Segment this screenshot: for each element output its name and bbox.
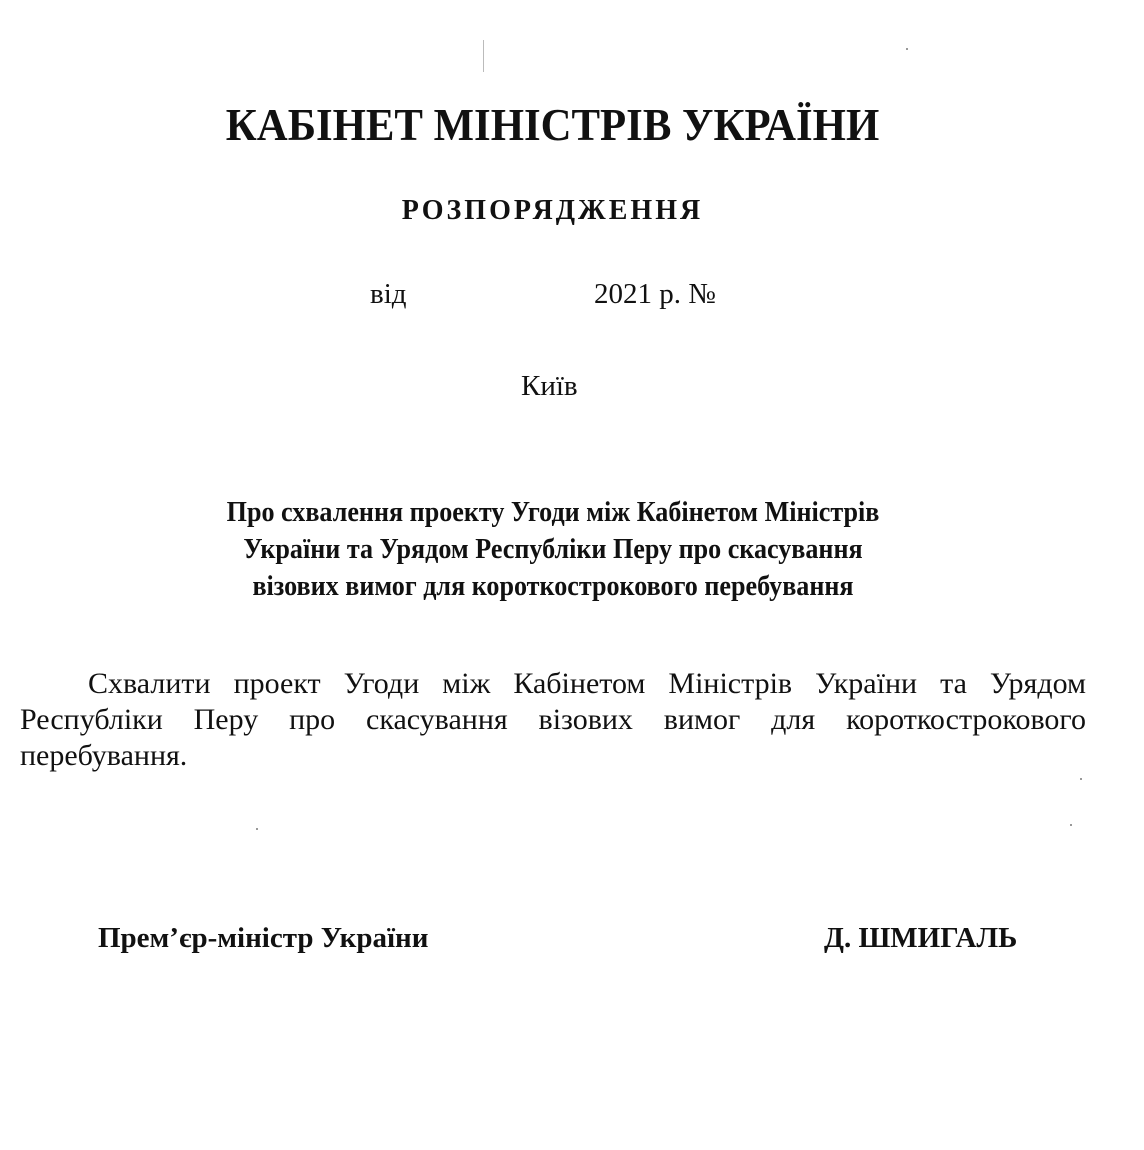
body-line: Схвалити проект Угоди між Кабінетом Міністрів України та Урядом [88, 667, 1086, 700]
scan-speck [1080, 778, 1082, 780]
signatory-name: Д. ШМИГАЛЬ [824, 922, 1018, 954]
document-type: РОЗПОРЯДЖЕННЯ [401, 195, 704, 226]
date-prefix: від [370, 278, 407, 310]
scan-speck [906, 48, 908, 50]
signatory-position: Прем’єр-міністр України [98, 922, 429, 954]
subject-line: візових вимог для короткострокового перебування [252, 570, 854, 602]
subject-line: України та Урядом Республіки Перу про скасування [243, 533, 863, 565]
scan-artifact-line [483, 40, 484, 72]
body-line: перебування. [20, 739, 188, 772]
city: Київ [521, 370, 578, 402]
subject-line: Про схвалення проекту Угоди між Кабінетом Міністрів [226, 496, 880, 528]
scan-speck [256, 828, 258, 830]
date-year-number: 2021 р. № [594, 278, 716, 310]
organization-title: КАБІНЕТ МІНІСТРІВ УКРАЇНИ [225, 99, 880, 150]
scan-speck [1070, 824, 1072, 826]
body-line: Республіки Перу про скасування візових вимог для короткострокового [20, 703, 1086, 736]
